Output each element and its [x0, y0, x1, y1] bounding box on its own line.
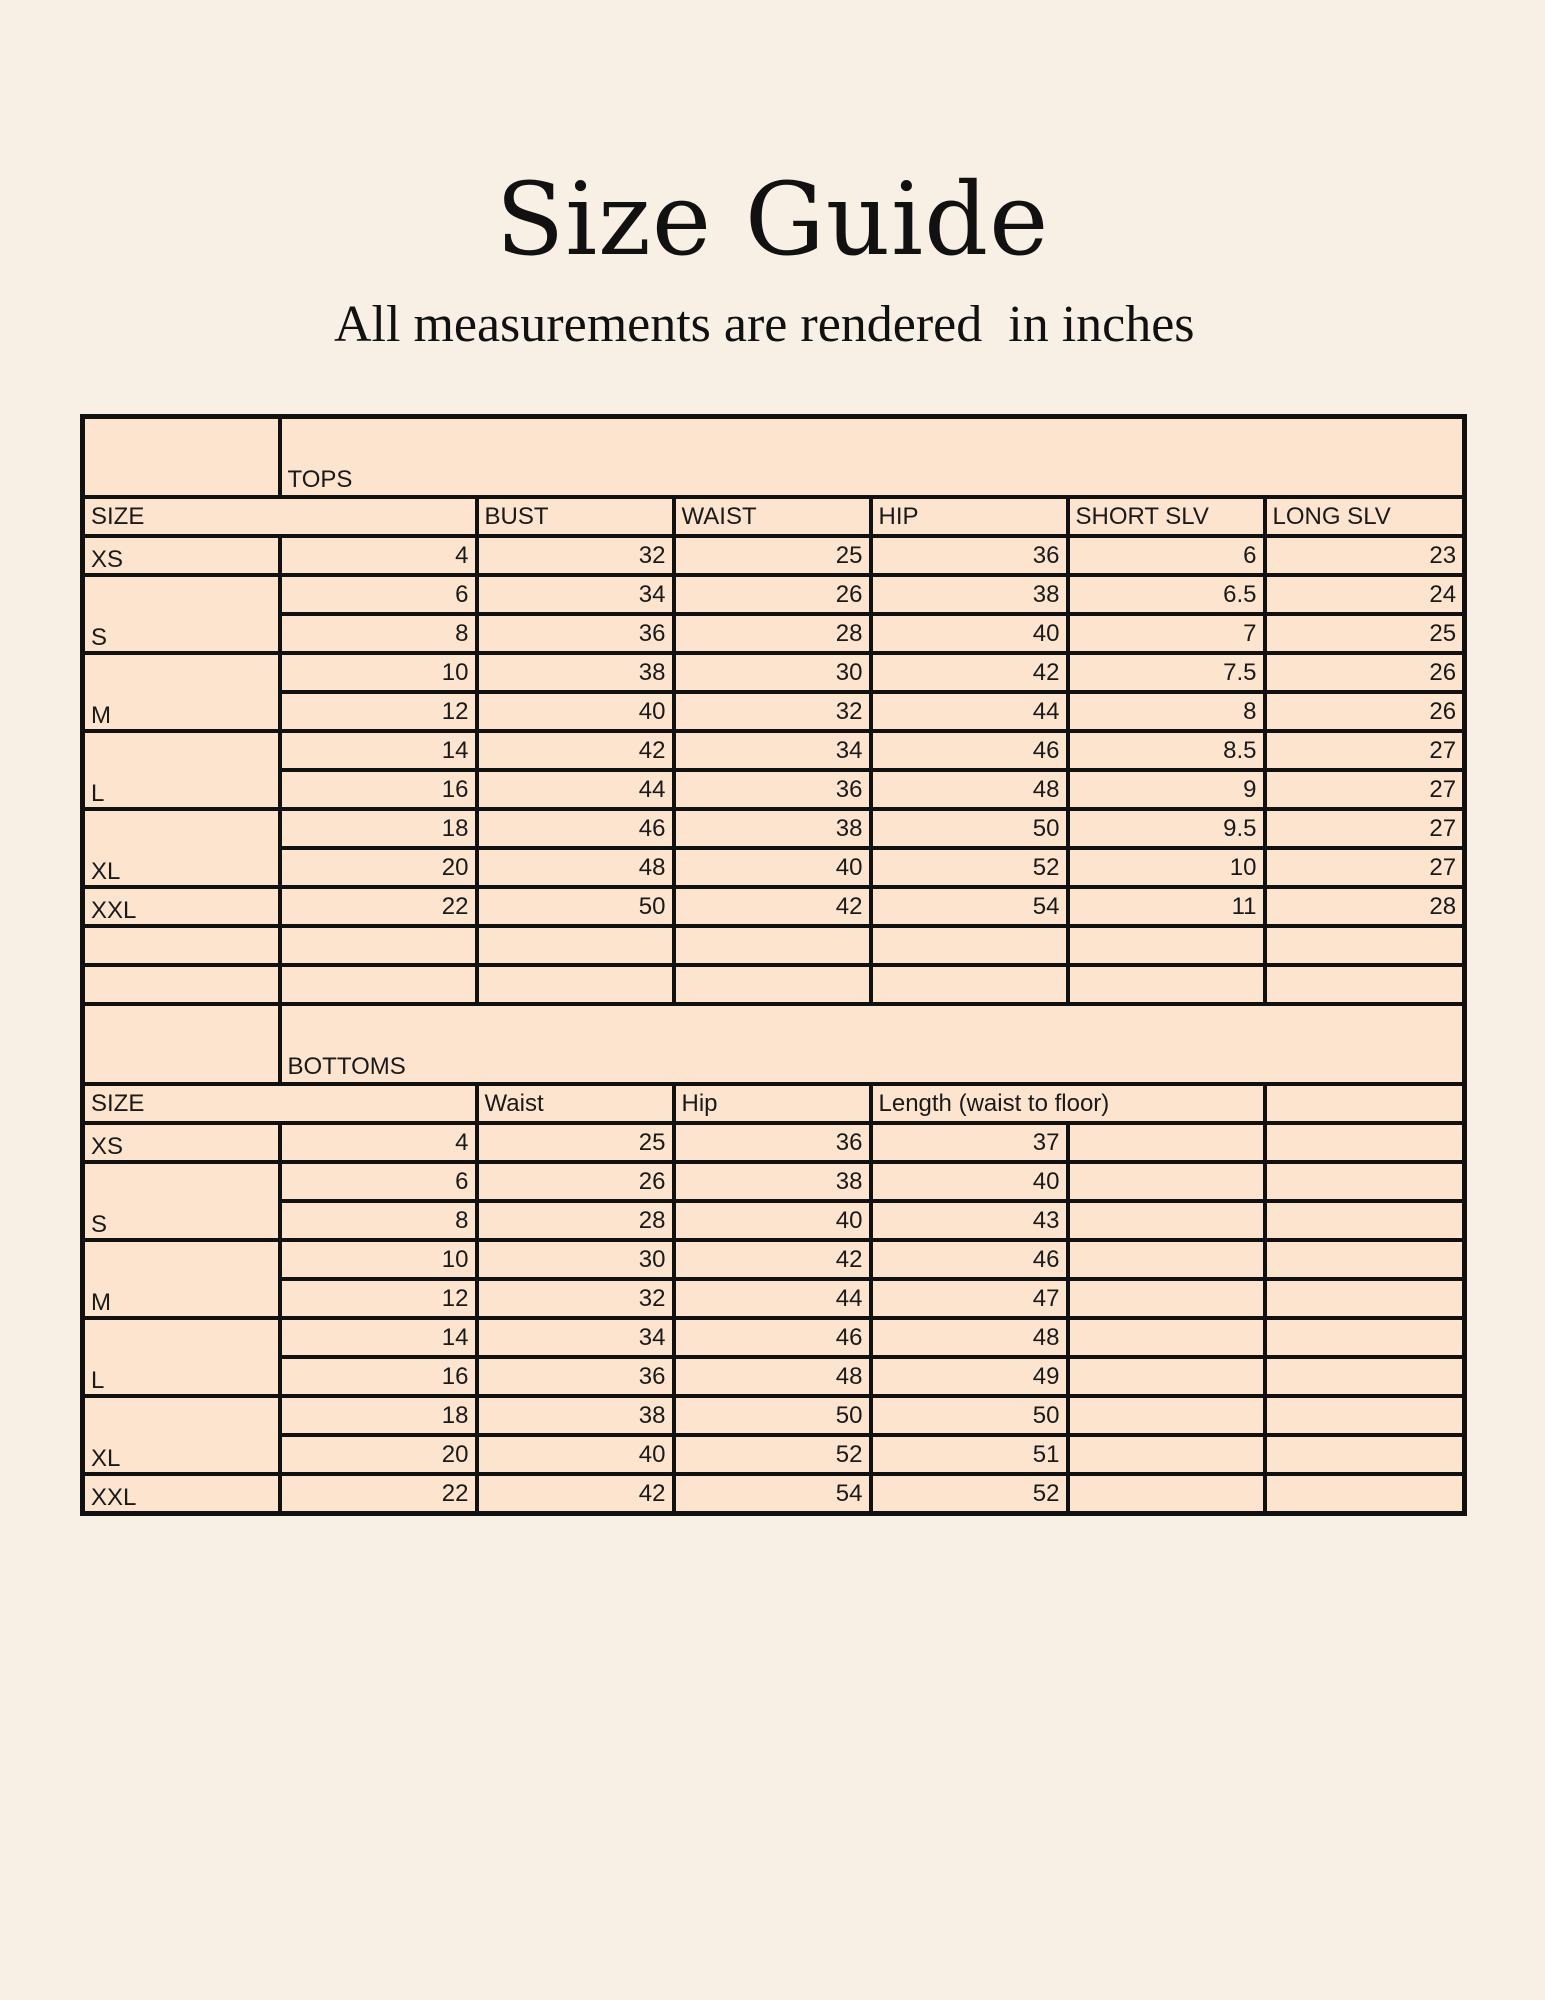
hip-cell: 54 — [871, 887, 1068, 926]
empty-cell — [1068, 1162, 1265, 1201]
long-slv-cell: 25 — [1265, 614, 1465, 653]
bust-cell: 46 — [477, 809, 674, 848]
empty-cell — [1265, 1240, 1465, 1279]
hip-cell: 52 — [674, 1435, 871, 1474]
short-slv-cell: 8 — [1068, 692, 1265, 731]
tops-table-row — [83, 575, 1465, 614]
empty-cell — [83, 926, 280, 965]
empty-cell — [871, 965, 1068, 1004]
bottoms-section-label: BOTTOMS — [280, 1004, 1465, 1084]
empty-cell — [477, 965, 674, 1004]
empty-cell — [280, 965, 477, 1004]
short-slv-cell: 7.5 — [1068, 653, 1265, 692]
hip-cell: 40 — [871, 614, 1068, 653]
empty-cell — [1265, 926, 1465, 965]
empty-cell — [1068, 965, 1265, 1004]
empty-cell — [1068, 1279, 1265, 1318]
waist-cell: 38 — [477, 1396, 674, 1435]
hip-cell: 44 — [871, 692, 1068, 731]
size-label: M — [83, 653, 280, 731]
bottoms-table-row — [83, 1123, 1465, 1162]
size-label: XXL — [83, 1474, 280, 1514]
tops-table-row — [83, 536, 1465, 575]
hip-cell: 38 — [871, 575, 1068, 614]
numeric-size-cell: 6 — [280, 575, 477, 614]
numeric-size-cell: 20 — [280, 848, 477, 887]
size-label: XXL — [83, 887, 280, 926]
hip-cell: 52 — [871, 848, 1068, 887]
hip-cell: 48 — [871, 770, 1068, 809]
bust-cell: 34 — [477, 575, 674, 614]
size-label: S — [83, 1162, 280, 1240]
long-slv-cell: 27 — [1265, 731, 1465, 770]
waist-cell: 42 — [674, 887, 871, 926]
empty-cell — [1265, 965, 1465, 1004]
long-slv-cell: 24 — [1265, 575, 1465, 614]
length-cell: 51 — [871, 1435, 1068, 1474]
waist-cell: 28 — [674, 614, 871, 653]
tops-header-waist: WAIST — [674, 497, 871, 536]
tops-table-row — [83, 809, 1465, 848]
waist-cell: 40 — [477, 1435, 674, 1474]
bottoms-header-waist: Waist — [477, 1084, 674, 1123]
bottoms-table-row — [83, 1318, 1465, 1357]
long-slv-cell: 28 — [1265, 887, 1465, 926]
bottoms-table-row — [83, 1201, 1465, 1240]
waist-cell: 32 — [477, 1279, 674, 1318]
size-label: L — [83, 731, 280, 809]
numeric-size-cell: 8 — [280, 1201, 477, 1240]
short-slv-cell: 9.5 — [1068, 809, 1265, 848]
waist-cell: 38 — [674, 809, 871, 848]
bottoms-table-row — [83, 1162, 1465, 1201]
page-title: Size Guide — [495, 161, 1050, 278]
empty-cell — [1265, 1123, 1465, 1162]
empty-cell — [871, 926, 1068, 965]
numeric-size-cell: 22 — [280, 887, 477, 926]
length-cell: 40 — [871, 1162, 1068, 1201]
short-slv-cell: 7 — [1068, 614, 1265, 653]
bust-cell: 42 — [477, 731, 674, 770]
numeric-size-cell: 18 — [280, 809, 477, 848]
bottoms-header-row — [83, 1084, 1465, 1123]
numeric-size-cell: 14 — [280, 1318, 477, 1357]
waist-cell: 28 — [477, 1201, 674, 1240]
waist-cell: 36 — [477, 1357, 674, 1396]
bottoms-section-row — [83, 1004, 1465, 1084]
short-slv-cell: 9 — [1068, 770, 1265, 809]
length-cell: 47 — [871, 1279, 1068, 1318]
waist-cell: 25 — [477, 1123, 674, 1162]
long-slv-cell: 27 — [1265, 809, 1465, 848]
waist-cell: 26 — [477, 1162, 674, 1201]
waist-cell: 32 — [674, 692, 871, 731]
size-label: L — [83, 1318, 280, 1396]
tops-section-row — [83, 417, 1465, 498]
length-cell: 37 — [871, 1123, 1068, 1162]
tops-table-row — [83, 770, 1465, 809]
hip-cell: 50 — [674, 1396, 871, 1435]
length-cell: 43 — [871, 1201, 1068, 1240]
numeric-size-cell: 14 — [280, 731, 477, 770]
empty-cell — [280, 926, 477, 965]
waist-cell: 30 — [477, 1240, 674, 1279]
tops-header-hip: HIP — [871, 497, 1068, 536]
hip-cell: 40 — [674, 1201, 871, 1240]
empty-cell — [83, 965, 280, 1004]
waist-cell: 25 — [674, 536, 871, 575]
length-cell: 46 — [871, 1240, 1068, 1279]
hip-cell: 46 — [871, 731, 1068, 770]
hip-cell: 54 — [674, 1474, 871, 1514]
waist-cell: 34 — [674, 731, 871, 770]
hip-cell: 42 — [674, 1240, 871, 1279]
numeric-size-cell: 12 — [280, 692, 477, 731]
tops-header-size: SIZE — [83, 497, 477, 536]
size-label: S — [83, 575, 280, 653]
empty-cell — [1068, 1396, 1265, 1435]
bottoms-header-size: SIZE — [83, 1084, 477, 1123]
numeric-size-cell: 20 — [280, 1435, 477, 1474]
hip-cell: 38 — [674, 1162, 871, 1201]
bust-cell: 48 — [477, 848, 674, 887]
length-cell: 50 — [871, 1396, 1068, 1435]
numeric-size-cell: 16 — [280, 1357, 477, 1396]
hip-cell: 44 — [674, 1279, 871, 1318]
tops-header-bust: BUST — [477, 497, 674, 536]
empty-row — [83, 965, 1465, 1004]
numeric-size-cell: 18 — [280, 1396, 477, 1435]
bottoms-table-row — [83, 1474, 1465, 1514]
numeric-size-cell: 10 — [280, 653, 477, 692]
tops-table-row — [83, 848, 1465, 887]
empty-cell — [477, 926, 674, 965]
size-label: XS — [83, 536, 280, 575]
numeric-size-cell: 22 — [280, 1474, 477, 1514]
bottoms-table-row — [83, 1240, 1465, 1279]
empty-cell — [1068, 1357, 1265, 1396]
empty-cell — [1265, 1435, 1465, 1474]
numeric-size-cell: 16 — [280, 770, 477, 809]
size-label: M — [83, 1240, 280, 1318]
hip-cell: 36 — [871, 536, 1068, 575]
short-slv-cell: 11 — [1068, 887, 1265, 926]
empty-cell — [1265, 1201, 1465, 1240]
empty-cell — [674, 965, 871, 1004]
length-cell: 52 — [871, 1474, 1068, 1514]
short-slv-cell: 8.5 — [1068, 731, 1265, 770]
tops-table-row — [83, 731, 1465, 770]
empty-cell — [1265, 1279, 1465, 1318]
numeric-size-cell: 6 — [280, 1162, 477, 1201]
empty-cell — [1068, 1240, 1265, 1279]
bust-cell: 50 — [477, 887, 674, 926]
section-spacer-cell — [83, 417, 280, 498]
waist-cell: 30 — [674, 653, 871, 692]
hip-cell: 50 — [871, 809, 1068, 848]
bust-cell: 44 — [477, 770, 674, 809]
size-guide-table — [80, 414, 1467, 1516]
empty-cell — [1068, 1318, 1265, 1357]
numeric-size-cell: 12 — [280, 1279, 477, 1318]
tops-header-short-slv: SHORT SLV — [1068, 497, 1265, 536]
bottoms-table-row — [83, 1357, 1465, 1396]
tops-table-row — [83, 614, 1465, 653]
tops-table-row — [83, 653, 1465, 692]
tops-table-row — [83, 692, 1465, 731]
size-label: XL — [83, 1396, 280, 1474]
waist-cell: 34 — [477, 1318, 674, 1357]
hip-cell: 36 — [674, 1123, 871, 1162]
bust-cell: 38 — [477, 653, 674, 692]
bottoms-table-row — [83, 1279, 1465, 1318]
bottoms-table-row — [83, 1396, 1465, 1435]
tops-table-row — [83, 887, 1465, 926]
waist-cell: 40 — [674, 848, 871, 887]
long-slv-cell: 27 — [1265, 770, 1465, 809]
bust-cell: 40 — [477, 692, 674, 731]
long-slv-cell: 23 — [1265, 536, 1465, 575]
empty-row — [83, 926, 1465, 965]
tops-header-long-slv: LONG SLV — [1265, 497, 1465, 536]
length-cell: 48 — [871, 1318, 1068, 1357]
hip-cell: 48 — [674, 1357, 871, 1396]
numeric-size-cell: 4 — [280, 536, 477, 575]
bottoms-table-row — [83, 1435, 1465, 1474]
hip-cell: 42 — [871, 653, 1068, 692]
long-slv-cell: 26 — [1265, 692, 1465, 731]
numeric-size-cell: 10 — [280, 1240, 477, 1279]
long-slv-cell: 26 — [1265, 653, 1465, 692]
empty-cell — [1068, 926, 1265, 965]
bust-cell: 36 — [477, 614, 674, 653]
numeric-size-cell: 4 — [280, 1123, 477, 1162]
empty-cell — [1265, 1357, 1465, 1396]
waist-cell: 36 — [674, 770, 871, 809]
waist-cell: 42 — [477, 1474, 674, 1514]
short-slv-cell: 6.5 — [1068, 575, 1265, 614]
empty-cell — [674, 926, 871, 965]
short-slv-cell: 10 — [1068, 848, 1265, 887]
tops-header-row — [83, 497, 1465, 536]
long-slv-cell: 27 — [1265, 848, 1465, 887]
bust-cell: 32 — [477, 536, 674, 575]
tops-section-label: TOPS — [280, 417, 1465, 498]
empty-cell — [1265, 1396, 1465, 1435]
empty-cell — [1265, 1162, 1465, 1201]
hip-cell: 46 — [674, 1318, 871, 1357]
empty-cell — [1068, 1474, 1265, 1514]
empty-cell — [1265, 1318, 1465, 1357]
bottoms-header-length: Length (waist to floor) — [871, 1084, 1265, 1123]
size-label: XL — [83, 809, 280, 887]
short-slv-cell: 6 — [1068, 536, 1265, 575]
empty-header-cell — [1265, 1084, 1465, 1123]
page-subtitle: All measurements are rendered in inches — [334, 296, 1195, 353]
length-cell: 49 — [871, 1357, 1068, 1396]
empty-cell — [1068, 1435, 1265, 1474]
size-label: XS — [83, 1123, 280, 1162]
empty-cell — [1068, 1123, 1265, 1162]
section-spacer-cell — [83, 1004, 280, 1084]
empty-cell — [1068, 1201, 1265, 1240]
bottoms-header-hip: Hip — [674, 1084, 871, 1123]
numeric-size-cell: 8 — [280, 614, 477, 653]
waist-cell: 26 — [674, 575, 871, 614]
empty-cell — [1265, 1474, 1465, 1514]
